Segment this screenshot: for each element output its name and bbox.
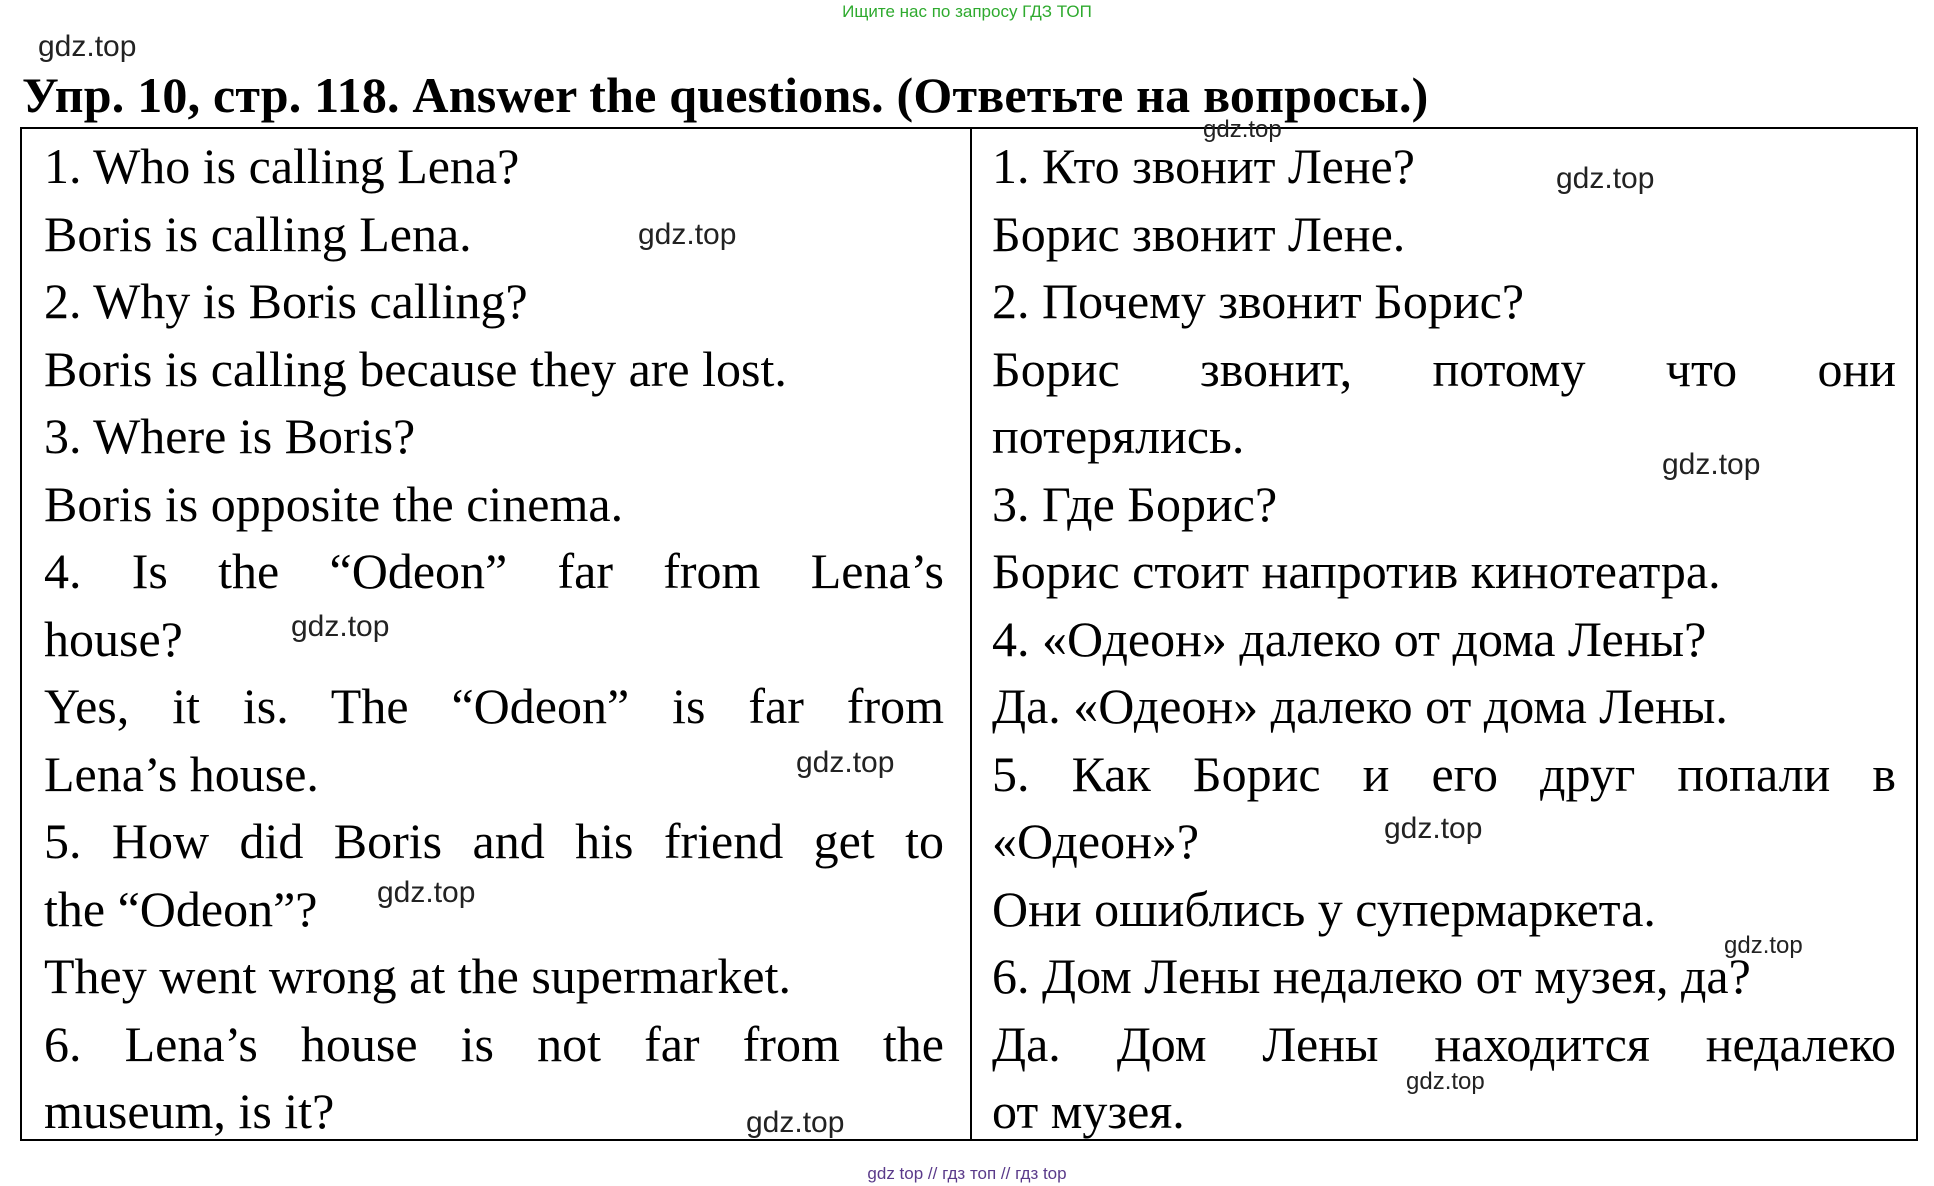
watermark: gdz.top xyxy=(1724,932,1803,959)
text-line: 2. Why is Boris calling? xyxy=(44,273,528,329)
text-line: house? xyxy=(44,610,183,667)
text-line: They went wrong at the supermarket. xyxy=(44,948,791,1004)
watermark: gdz.top xyxy=(377,876,476,909)
english-column xyxy=(44,133,944,1146)
text-line: потерялись. xyxy=(992,408,1245,464)
watermark: gdz.top xyxy=(1384,812,1483,845)
text-line: 2. Почему звонит Борис? xyxy=(992,273,1525,329)
text-line: Boris is calling Lena. xyxy=(44,205,472,262)
top-banner: Ищите нас по запросу ГДЗ ТОП xyxy=(842,2,1092,21)
watermark: gdz.top xyxy=(38,30,137,63)
text-line: Они ошиблись у супермаркета. xyxy=(992,880,1656,937)
watermark: gdz.top xyxy=(1556,162,1655,195)
text-line: от музея. xyxy=(992,1083,1185,1139)
watermark: gdz.top xyxy=(1203,116,1282,143)
text-line: 4. Is the “Odeon” far from Lena’s xyxy=(44,543,944,599)
russian-column xyxy=(992,133,1896,1146)
text-line: 1. Who is calling Lena? xyxy=(44,138,520,194)
text-line: 6. Lena’s house is not far from the xyxy=(44,1015,944,1072)
text-line: Борис звонит Лене. xyxy=(992,205,1406,262)
watermark: gdz.top xyxy=(1406,1068,1485,1095)
text-line: Lena’s house. xyxy=(44,745,319,802)
text-line: Борис стоит напротив кинотеатра. xyxy=(992,543,1721,599)
text-line: Борис звонит, потому что они xyxy=(992,340,1896,397)
text-line: Да. Дом Лены находится недалеко xyxy=(992,1015,1896,1072)
text-line: «Одеон»? xyxy=(992,813,1200,869)
text-line: 4. «Одеон» далеко от дома Лены? xyxy=(992,610,1707,667)
text-line: 1. Кто звонит Лене? xyxy=(992,138,1415,194)
column-divider xyxy=(970,129,972,1139)
text-line: 5. How did Boris and his friend get to xyxy=(44,813,944,869)
footer-links: gdz top // гдз топ // гдз top xyxy=(867,1164,1067,1183)
watermark: gdz.top xyxy=(291,610,390,643)
watermark: gdz.top xyxy=(1662,448,1761,481)
text-line: museum, is it? xyxy=(44,1083,335,1139)
page-title: Упр. 10, стр. 118. Answer the questions. (Ответьте на вопросы.) xyxy=(22,67,1429,123)
text-line: Да. «Одеон» далеко от дома Лены. xyxy=(992,678,1728,734)
text-line: 6. Дом Лены недалеко от музея, да? xyxy=(992,948,1751,1004)
text-line: 5. Как Борис и его друг попали в xyxy=(992,745,1896,802)
watermark: gdz.top xyxy=(746,1106,845,1139)
text-line: Boris is calling because they are lost. xyxy=(44,340,787,397)
watermark: gdz.top xyxy=(638,218,737,251)
text-line: Yes, it is. The “Odeon” is far from xyxy=(44,678,944,734)
text-line: 3. Where is Boris? xyxy=(44,408,416,464)
watermark: gdz.top xyxy=(796,746,895,779)
text-line: Boris is opposite the cinema. xyxy=(44,475,624,532)
text-line: 3. Где Борис? xyxy=(992,475,1278,532)
text-line: the “Odeon”? xyxy=(44,880,318,937)
